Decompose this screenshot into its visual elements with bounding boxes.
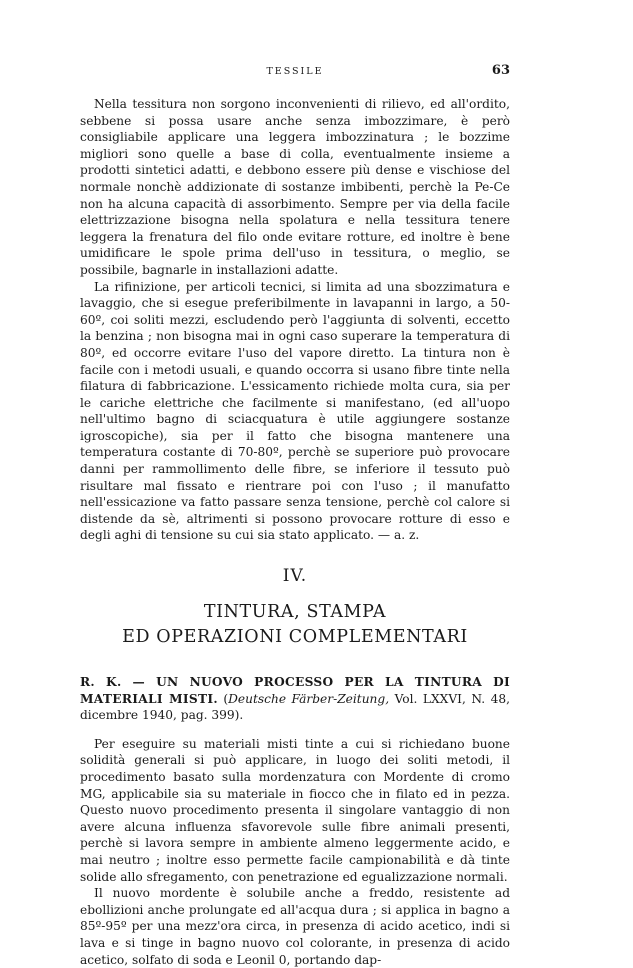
article-paragraph-1: Per eseguire su materiali misti tinte a cui si richiedano buone solidità generali si può applicare, in luogo dei soliti metodi, il procedimento basato sulla mordenzatura con Mordente di cromo MG, applicabile sia su materiale in fiocco che in filato ed in pezza. Questo nuovo procedimento presenta il singolare vantaggio di non avere alcuna influenza sfavorevole sulle fibre animali presenti, perchè si lavora sempre in ambiente almeno leggermente acido, e mai neutro ; inoltre esso permette facile campionabilità e dà tinte solide allo sfregamento, con penetrazione ed egualizzazione normali.	[80, 736, 510, 884]
running-head	[80, 60, 510, 82]
article-paragraph-2: Il nuovo mordente è solubile anche a freddo, resistente ad ebollizioni anche prolungate ed all'acqua dura ; si applica in bagno a 85º-95º per una mezz'ora circa, in presenza di acido acetico, indi si lava e si tinge in bagno nuovo col colorante, in presenza di acido acetico, solfato di soda e Leonil 0, portando dap-	[80, 886, 510, 967]
section-heading	[80, 600, 510, 650]
page-number: 63	[491, 63, 510, 78]
article-source-journal: Deutsche Färber-Zeitung,	[228, 691, 390, 706]
running-title: TESSILE	[266, 66, 324, 77]
article-heading: R. K. — UN NUOVO PROCESSO PER LA TINTURA DI MATERIALI MISTI. (Deutsche Färber-Zeitung, Vol. LXXVI, N. 48, dicembre 1940, pag. 399).	[80, 675, 510, 723]
section-title-line-2: ED OPERAZIONI COMPLEMENTARI	[122, 627, 468, 648]
article-author-title: R. K. — UN NUOVO PROCESSO PER LA TINTURA DI MATERIALI MISTI.	[80, 675, 510, 706]
book-page	[80, 60, 510, 968]
section-number: IV.	[282, 566, 308, 587]
paragraph-weaving: Nella tessitura non sorgono inconvenienti di rilievo, ed all'ordito, sebbene si possa usare anche senza imbozzimare, è però consigliabile applicare una leggera imbozzinatura ; le bozzime migliori sono quelle a base di colla, eventualmente insieme a prodotti sintetici adatti, e debbono essere più dense e vischiose del normale nonchè addizionate di sostanze imbibenti, perchè la Pe-Ce non ha alcuna capacità di assorbimento. Sempre per via della facile elettrizzazione bisogna nella spolatura e nella tessitura tenere leggera la frenatura del filo onde evitare rotture, ed inoltre è bene umidificare le spole prima dell'uso in tessitura, o meglio, se possibile, bagnarle in installazioni adatte.	[80, 97, 510, 277]
paragraph-finishing: La rifinizione, per articoli tecnici, si limita ad una sbozzimatura e lavaggio, che si esegue preferibilmente in lavapanni in largo, a 50-60º, coi soliti mezzi, escludendo però l'aggiunta di solventi, eccetto la benzina ; non bisogna mai in ogni caso superare la temperatura di 80º, ed occorre evitare l'uso del vapore diretto. La tintura non è facile con i metodi usuali, e quando occorra si usano fibre tinte nella filatura di fabbricazione. L'essicamento richiede molta cura, sia per le cariche elettriche che facilmente si manifestano, (ed all'uopo nell'ultimo bagno di sciacquatura è utile aggiungere sostanze igroscopiche), sia per il fatto che bisogna mantenere una temperatura costante di 70-80º, perchè se superiore può provocare danni per rammollimento delle fibre, se inferiore il tessuto può risultare mal fissato e rientrare poi con l'uso ; il manufatto nell'essicazione va fatto passare senza tensione, perchè col calore si distende da sè, altrimenti si possono provocare rotture di esso e degli aghi di tensione su cui sia stato applicato. — a. z.	[80, 279, 510, 543]
article-source-details: Vol. LXXVI, N. 48, dicembre 1940, pag. 399).	[80, 691, 510, 723]
body-text-top	[80, 96, 510, 544]
section-title-line-1: TINTURA, STAMPA	[203, 602, 387, 623]
